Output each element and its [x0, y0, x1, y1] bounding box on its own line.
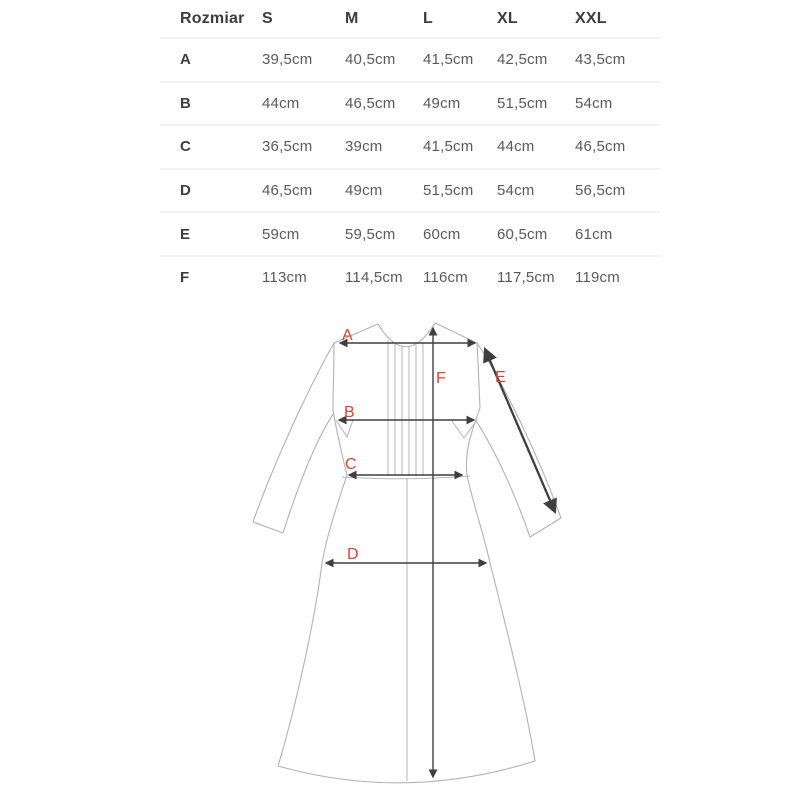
table-cell: 41,5cm [423, 51, 474, 69]
measure-label-e: E [495, 369, 506, 386]
table-cell: 54cm [575, 94, 613, 112]
table-cell: 44cm [497, 138, 535, 156]
measure-label-b: B [344, 404, 355, 421]
table-cell: 39cm [345, 138, 383, 156]
table-row-a [160, 39, 660, 83]
table-row-e [160, 213, 660, 257]
table-cell: 51,5cm [497, 94, 548, 112]
table-row-c [160, 126, 660, 170]
table-row-d [160, 170, 660, 214]
table-header-row [160, 0, 660, 39]
table-cell: 46,5cm [345, 94, 396, 112]
left-sleeve [253, 343, 336, 533]
table-cell: 117,5cm [497, 269, 555, 287]
row-label: C [180, 138, 191, 156]
table-cell: 119cm [575, 269, 620, 287]
table-cell: 113cm [262, 269, 307, 287]
table-cell: 54cm [497, 182, 535, 200]
measure-label-f: F [436, 370, 446, 387]
table-cell: 46,5cm [262, 182, 313, 200]
table-cell: 116cm [423, 269, 468, 287]
row-label: B [180, 94, 191, 112]
table-cell: 46,5cm [575, 138, 626, 156]
table-cell: 114,5cm [345, 269, 403, 287]
column-header-l: L [423, 9, 433, 27]
table-cell: 49cm [423, 94, 461, 112]
table-cell: 40,5cm [345, 51, 396, 69]
table-cell: 59cm [262, 225, 300, 243]
table-cell: 39,5cm [262, 51, 313, 69]
row-label: D [180, 182, 191, 200]
table-cell: 61cm [575, 225, 613, 243]
table-cell: 49cm [345, 182, 383, 200]
column-header-s: S [262, 9, 273, 27]
right-sleeve [465, 343, 561, 537]
column-header-xl: XL [497, 9, 518, 27]
column-header-rozmiar: Rozmiar [180, 9, 245, 27]
row-label: F [180, 269, 190, 287]
row-label: E [180, 225, 191, 243]
measure-label-a: A [342, 327, 353, 344]
measure-label-c: C [345, 456, 357, 473]
dress-measurement-diagram [0, 300, 800, 800]
table-cell: 36,5cm [262, 138, 313, 156]
row-label: A [180, 51, 191, 69]
column-header-m: M [345, 9, 359, 27]
table-cell: 60,5cm [497, 225, 548, 243]
table-row-b [160, 83, 660, 127]
measure-label-d: D [347, 546, 359, 563]
size-table [160, 0, 660, 299]
table-cell: 43,5cm [575, 51, 626, 69]
table-cell: 41,5cm [423, 138, 474, 156]
table-cell: 59,5cm [345, 225, 396, 243]
table-cell: 44cm [262, 94, 300, 112]
table-cell: 60cm [423, 225, 461, 243]
table-row-f [160, 257, 660, 299]
table-cell: 51,5cm [423, 182, 474, 200]
table-cell: 42,5cm [497, 51, 548, 69]
table-cell: 56,5cm [575, 182, 626, 200]
column-header-xxl: XXL [575, 9, 607, 27]
